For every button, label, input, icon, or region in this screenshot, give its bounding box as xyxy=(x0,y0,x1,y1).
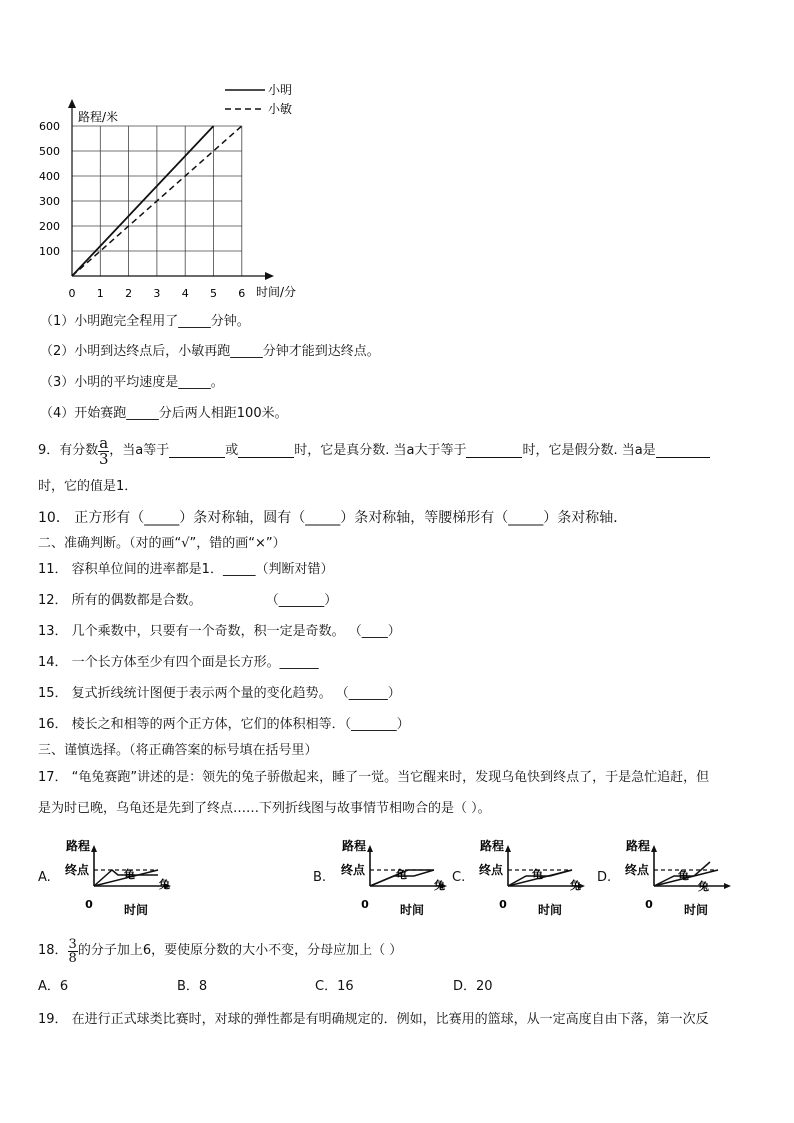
q9-text-3: 时，它是假分数. 当a是 xyxy=(522,443,656,458)
mini-rabbit-label: 兔 xyxy=(434,879,445,892)
mini-turtle-label: 龟 xyxy=(124,868,135,881)
question-16: 16． 棱长之和相等的两个正方体，它们的体积相等．（_______） xyxy=(38,717,410,732)
mini-y-label: 路程 xyxy=(480,839,505,853)
q12-answer-paren[interactable]: （_______） xyxy=(265,593,338,608)
x-axis-arrow xyxy=(265,272,274,280)
question-14: 14． 一个长方体至少有四个面是长方形。______ xyxy=(38,655,319,670)
q9-fraction-denominator: 3 xyxy=(98,449,109,468)
mini-origin-label: 0 xyxy=(645,898,653,911)
q9-fraction xyxy=(98,433,109,468)
x-tick-label: 6 xyxy=(238,287,246,300)
x-tick-label: 1 xyxy=(96,287,104,300)
mini-y-label: 路程 xyxy=(626,839,651,853)
mini-finish-label: 终点 xyxy=(479,863,504,877)
q18-option-a[interactable]: A．6 xyxy=(38,979,69,994)
x-tick-label: 0 xyxy=(68,287,76,300)
y-axis-title: 路程/米 xyxy=(78,110,119,124)
mini-y-arrow xyxy=(367,845,373,852)
q17-option-d-label[interactable]: D. xyxy=(597,870,612,885)
mini-finish-label: 终点 xyxy=(341,863,366,877)
q12-text: 12． 所有的偶数都是合数。 xyxy=(38,593,202,608)
mini-x-arrow xyxy=(724,883,731,889)
x-tick-label: 4 xyxy=(181,287,189,300)
mini-x-label: 时间 xyxy=(400,903,425,917)
q18-fraction-denominator: 8 xyxy=(68,950,77,966)
q17-graph-d[interactable] xyxy=(622,834,737,918)
mini-origin-label: 0 xyxy=(361,898,369,911)
question-15: 15． 复式折线统计图便于表示两个量的变化趋势。 （______） xyxy=(38,686,401,701)
mini-finish-label: 终点 xyxy=(625,863,650,877)
q17-line-1: 17． “龟兔赛跑”讲述的是：领先的兔子骄傲起来，睡了一觉。当它醒来时，发现乌龟快到终点了，于是急忙追赶，但 xyxy=(38,770,710,785)
q17-graph-c[interactable] xyxy=(476,834,591,918)
q9-fraction-numerator: a xyxy=(99,433,109,452)
q18-prefix: 18． xyxy=(38,943,68,958)
mini-origin-label: 0 xyxy=(85,898,93,911)
question-11: 11． 容积单位间的进率都是1．_____（判断对错） xyxy=(38,562,334,577)
mini-x-label: 时间 xyxy=(684,903,709,917)
q18-option-c[interactable]: C．16 xyxy=(315,979,354,994)
y-tick-label: 600 xyxy=(39,120,60,133)
q9-line-2: 时，它的值是1． xyxy=(38,479,138,494)
q8-sub4: （4）开始赛跑_____分后两人相距100米。 xyxy=(40,406,288,421)
q17-line-2: 是为时已晚，乌龟还是先到了终点……下列折线图与故事情节相吻合的是（ ）。 xyxy=(38,801,491,816)
q9-text-1: ，当a等于 xyxy=(109,443,170,458)
mini-x-label: 时间 xyxy=(538,903,563,917)
mini-turtle-label: 龟 xyxy=(678,869,689,882)
y-tick-label: 100 xyxy=(39,245,60,258)
mini-y-arrow xyxy=(505,845,511,852)
race-line-chart xyxy=(0,75,320,305)
y-tick-label: 200 xyxy=(39,220,60,233)
question-18 xyxy=(38,934,402,968)
y-axis-arrow xyxy=(68,99,76,108)
mini-y-arrow xyxy=(91,845,97,852)
question-19: 19． 在进行正式球类比赛时，对球的弹性都是有明确规定的．例如，比赛用的篮球，从一定高度自由下落，第一次反 xyxy=(38,1012,709,1027)
legend-label-2: 小敏 xyxy=(268,102,293,116)
q9-blank-3[interactable] xyxy=(466,445,522,458)
q9-blank-2[interactable] xyxy=(238,445,294,458)
y-tick-label: 300 xyxy=(39,195,60,208)
q8-sub1: （1）小明跑完全程用了_____分钟。 xyxy=(40,314,250,329)
mini-y-arrow xyxy=(651,845,657,852)
question-10: 10． 正方形有（_____）条对称轴，圆有（_____）条对称轴，等腰梯形有（_____）条对称轴． xyxy=(38,510,628,526)
mini-y-label: 路程 xyxy=(342,839,367,853)
q17-option-b-label[interactable]: B. xyxy=(313,870,327,885)
mini-turtle-label: 龟 xyxy=(532,868,543,881)
q18-option-b[interactable]: B．8 xyxy=(177,979,208,994)
mini-origin-label: 0 xyxy=(499,898,507,911)
x-tick-label: 2 xyxy=(125,287,133,300)
mini-x-label: 时间 xyxy=(124,903,149,917)
x-axis-title: 时间/分 xyxy=(256,285,297,299)
x-tick-label: 5 xyxy=(210,287,217,300)
mini-rabbit-label: 兔 xyxy=(159,878,170,891)
q17-graph-a[interactable] xyxy=(62,834,177,918)
q9-or: 或 xyxy=(225,443,239,458)
q18-text: 的分子加上6，要使原分数的大小不变，分母应加上（ ） xyxy=(77,943,403,958)
mini-rabbit-label: 兔 xyxy=(570,879,581,892)
q9-prefix: 9．有分数 xyxy=(38,443,99,458)
section-3-heading: 三、谨慎选择。（将正确答案的标号填在括号里） xyxy=(38,743,318,758)
mini-turtle-label: 龟 xyxy=(396,868,407,881)
y-tick-label: 400 xyxy=(39,170,60,183)
mini-y-label: 路程 xyxy=(66,839,91,853)
legend-label-1: 小明 xyxy=(268,83,293,97)
q8-sub3: （3）小明的平均速度是_____。 xyxy=(40,375,224,390)
q18-fraction-numerator: 3 xyxy=(68,936,77,952)
q18-option-d[interactable]: D．20 xyxy=(453,979,493,994)
q8-sub2: （2）小明到达终点后，小敏再跑_____分钟才能到达终点。 xyxy=(40,344,380,359)
q17-option-c-label[interactable]: C. xyxy=(452,870,466,885)
x-tick-label: 3 xyxy=(153,287,161,300)
q9-blank-1[interactable] xyxy=(169,445,225,458)
question-12 xyxy=(38,593,337,609)
q17-graph-b[interactable] xyxy=(338,834,453,918)
question-9 xyxy=(38,433,710,468)
section-2-heading: 二、准确判断。（对的画“√”，错的画“×”） xyxy=(38,536,286,551)
y-tick-label: 500 xyxy=(39,145,60,158)
q17-option-a-label[interactable]: A. xyxy=(38,870,51,885)
mini-finish-label: 终点 xyxy=(65,863,90,877)
q9-text-2: 时，它是真分数. 当a大于等于 xyxy=(294,443,467,458)
q18-fraction xyxy=(68,938,78,965)
mini-rabbit-label: 兔 xyxy=(698,880,709,893)
question-13: 13． 几个乘数中，只要有一个奇数，积一定是奇数。 （____） xyxy=(38,624,401,639)
q9-blank-4[interactable] xyxy=(656,445,710,458)
